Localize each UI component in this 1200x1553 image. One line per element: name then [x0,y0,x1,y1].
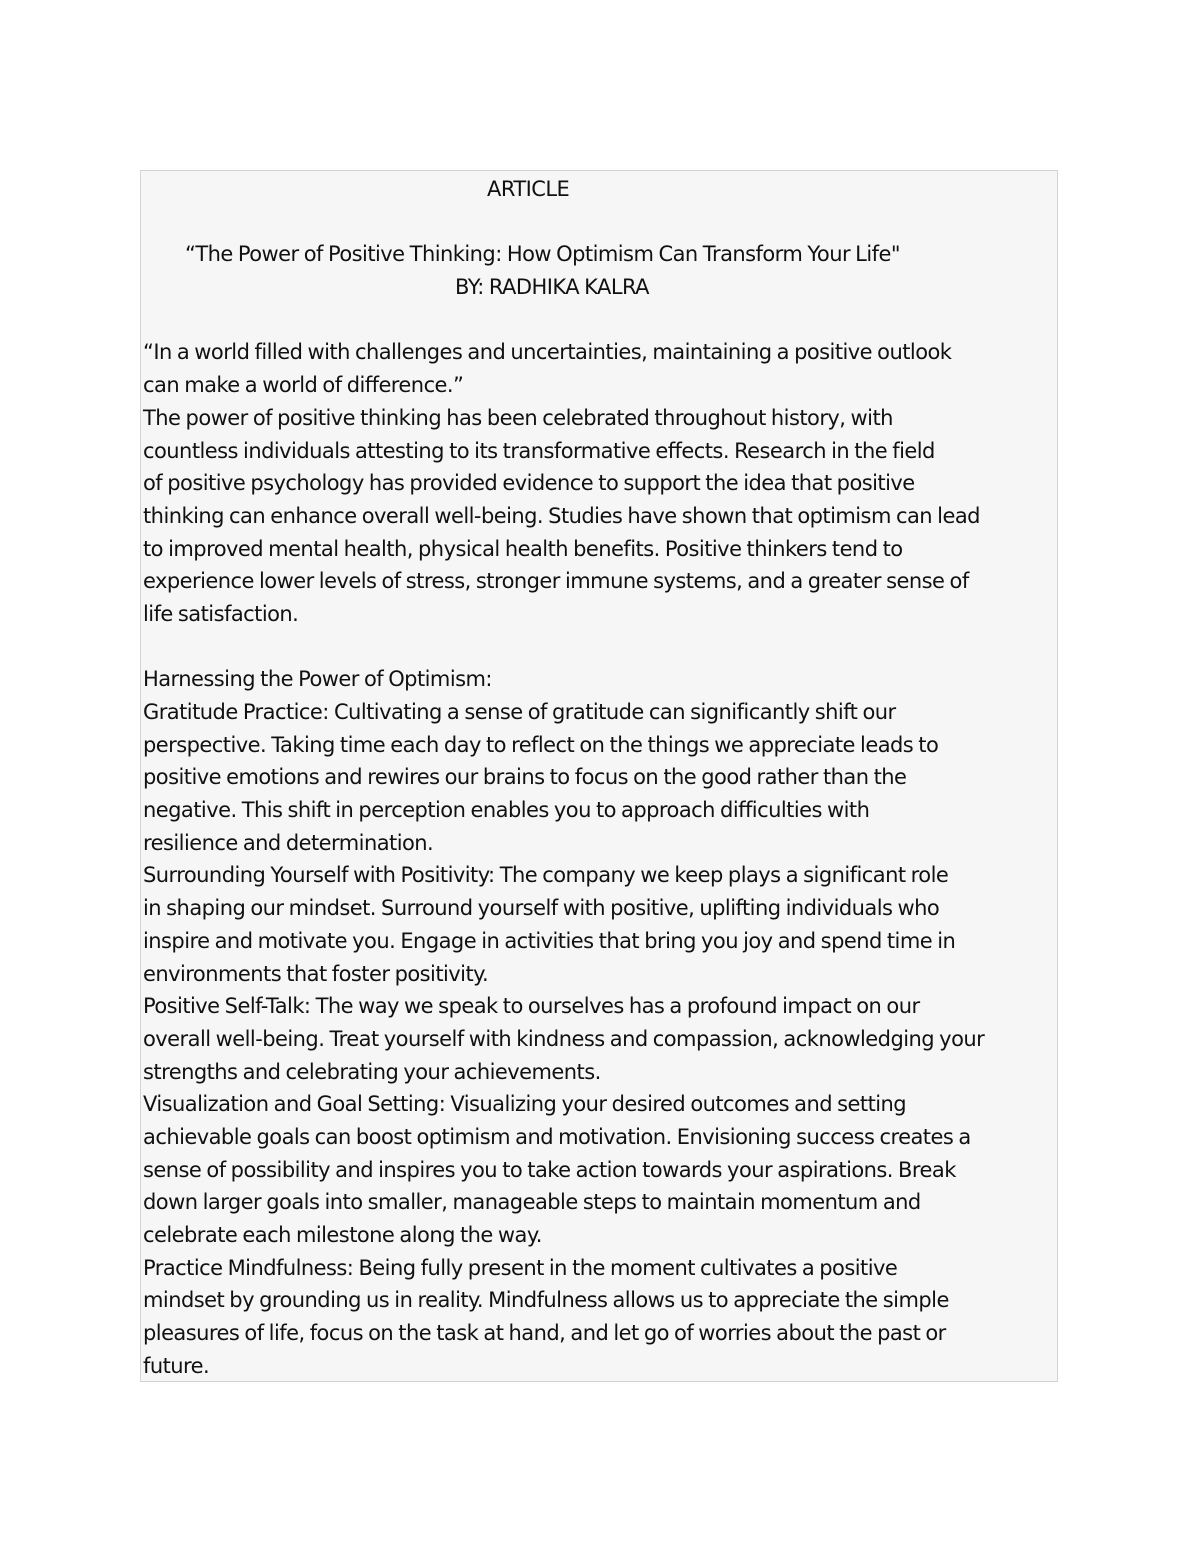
text-line: Positive Self-Talk: The way we speak to ourselves has a profound impact on our [143,994,920,1019]
spacer [143,304,1057,337]
visualization-paragraph [143,1088,1057,1251]
text-line: The power of positive thinking has been celebrated throughout history, with [143,405,893,430]
section-heading: Harnessing the Power of Optimism: [143,667,492,692]
mindfulness-paragraph [143,1252,1057,1382]
text-line: future. [143,1353,210,1378]
text-line: strengths and celebrating your achievements. [143,1059,601,1084]
text-line: of positive psychology has provided evidence to support the idea that positive [143,471,915,496]
text-line: Practice Mindfulness: Being fully present in the moment cultivates a positive [143,1255,898,1280]
text-line: Visualization and Goal Setting: Visualizing your desired outcomes and setting [143,1092,907,1117]
text-line: life satisfaction. [143,601,299,626]
text-line: can make a world of difference.” [143,373,464,398]
article-label: ARTICLE [487,177,570,201]
surrounding-paragraph [143,859,1057,990]
text-line: Gratitude Practice: Cultivating a sense of gratitude can significantly shift our [143,700,896,724]
article-title: “The Power of Positive Thinking: How Optimism Can Transform Your Life" [185,242,900,267]
text-line: celebrate each milestone along the way. [143,1223,542,1247]
text-line: in shaping our mindset. Surround yourself with positive, uplifting individuals who [143,896,940,921]
intro-paragraph [143,402,1057,631]
spacer [143,206,1057,239]
text-line: sense of possibility and inspires you to take action towards your aspirations. Break [143,1157,956,1182]
text-line: Surrounding Yourself with Positivity: The company we keep plays a significant role [143,863,949,888]
article-byline: BY: RADHIKA KALRA [455,275,649,300]
article-box [140,170,1058,1382]
text-line: negative. This shift in perception enables you to approach difficulties with [143,798,870,823]
gratitude-paragraph [143,696,1057,859]
text-line: resilience and determination. [143,830,434,855]
text-line: mindset by grounding us in reality. Mindfulness allows us to appreciate the simple [143,1288,949,1313]
text-line: overall well-being. Treat yourself with kindness and compassion, acknowledging your [143,1026,985,1051]
text-line: countless individuals attesting to its transformative effects. Research in the field [143,438,935,463]
intro-quote [143,336,1057,401]
text-line: pleasures of life, focus on the task at hand, and let go of worries about the past or [143,1321,946,1346]
text-line: inspire and motivate you. Engage in activities that bring you joy and spend time in [143,928,956,953]
text-line: positive emotions and rewires our brains to focus on the good rather than the [143,765,907,790]
text-line: “In a world filled with challenges and uncertainties, maintaining a positive outlook [143,340,952,365]
text-line: to improved mental health, physical health benefits. Positive thinkers tend to [143,536,903,561]
text-line: environments that foster positivity. [143,961,489,986]
spacer [143,631,1057,664]
text-line: thinking can enhance overall well-being. Studies have shown that optimism can lead [143,503,980,528]
text-line: down larger goals into smaller, manageable steps to maintain momentum and [143,1190,921,1215]
text-line: perspective. Taking time each day to reflect on the things we appreciate leads to [143,732,939,757]
text-line: achievable goals can boost optimism and motivation. Envisioning success creates a [143,1124,971,1149]
text-line: experience lower levels of stress, stronger immune systems, and a greater sense of [143,569,969,594]
self-talk-paragraph [143,990,1057,1088]
